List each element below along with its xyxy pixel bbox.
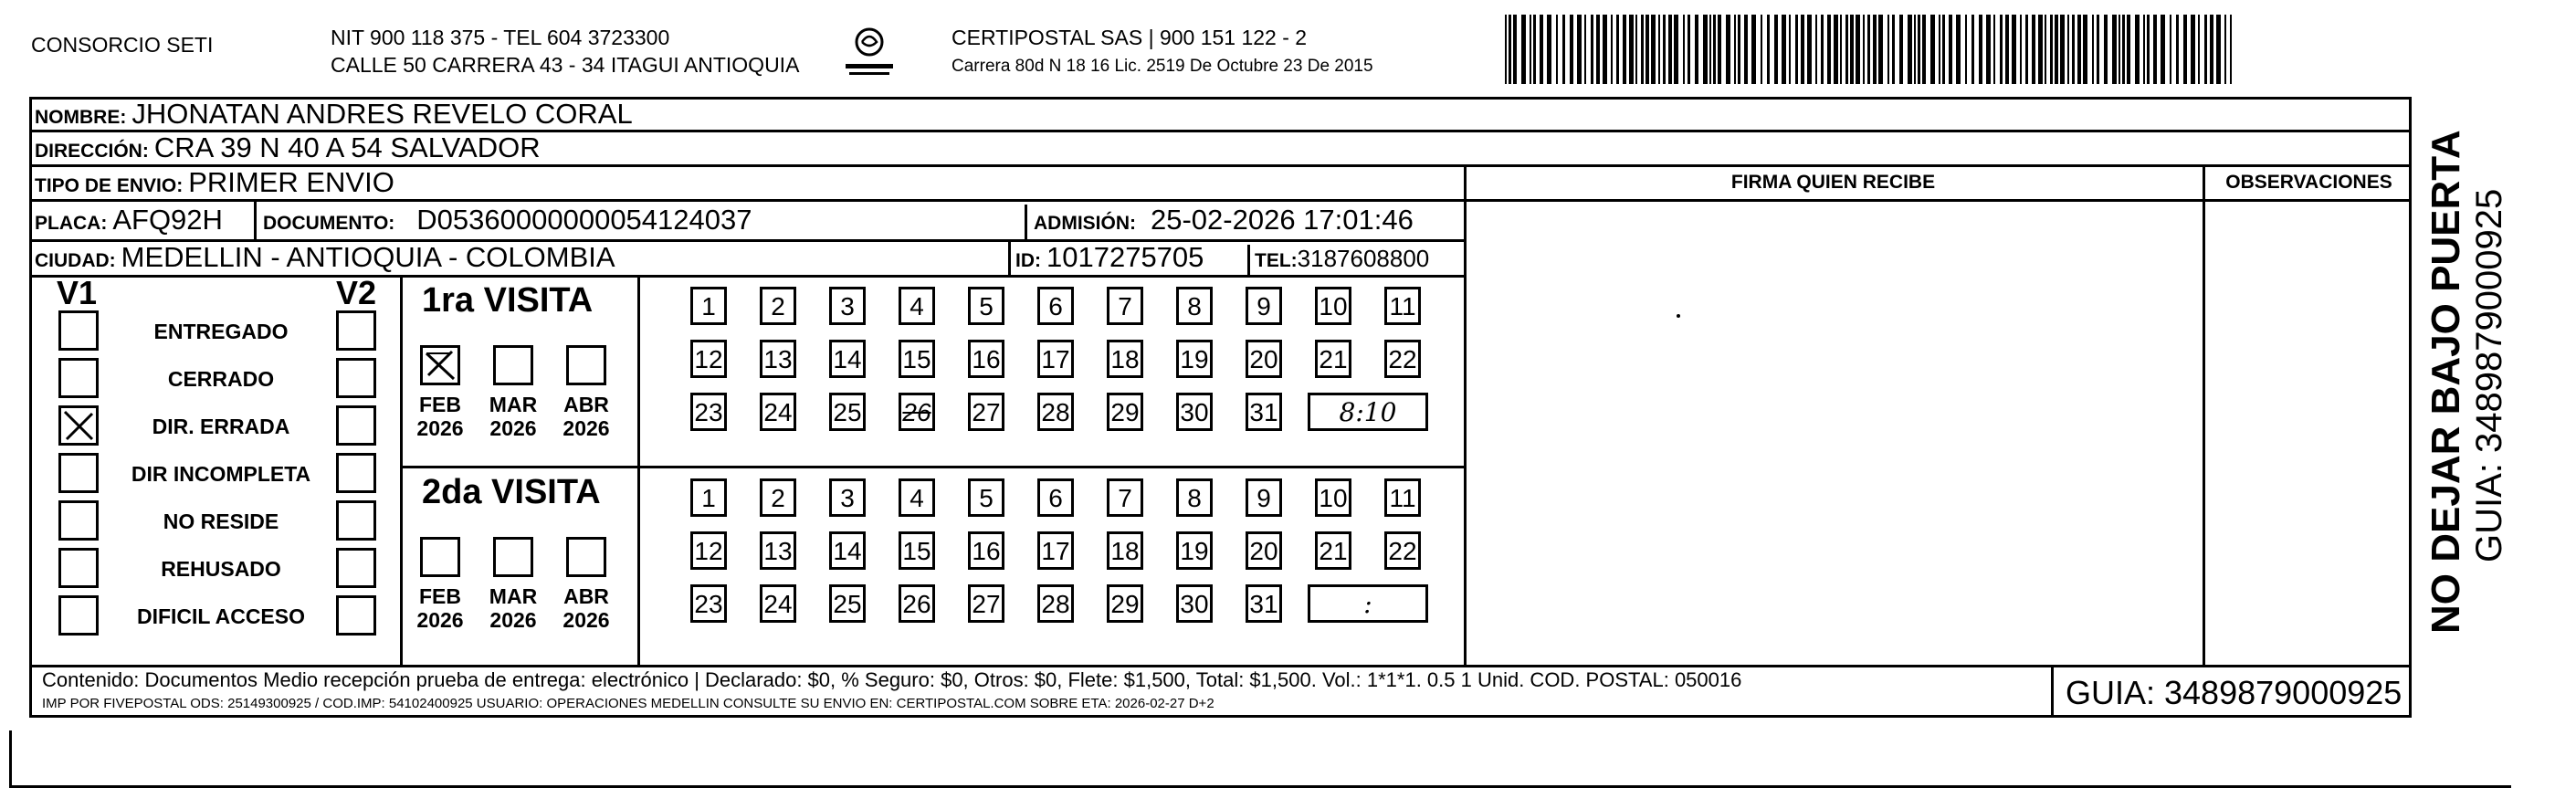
barcode-bar: [2005, 15, 2009, 84]
barcode-bar: [2055, 15, 2058, 84]
barcode-bar: [2191, 15, 2195, 84]
tel-field: [1255, 242, 1429, 277]
second-visit-day-box[interactable]: 29: [1107, 584, 1143, 623]
tel-label: TEL:: [1255, 250, 1298, 271]
first-visit-year-label: 2026: [563, 416, 610, 440]
v1-checkbox[interactable]: [58, 358, 99, 398]
company-name: CONSORCIO SETI: [31, 33, 214, 57]
barcode-bar: [1641, 15, 1644, 84]
first-visit-day-box[interactable]: 14: [829, 340, 866, 378]
barcode-bar: [1774, 15, 1778, 84]
first-visit-day-box[interactable]: 31: [1246, 393, 1282, 431]
barcode-bar: [2104, 15, 2108, 84]
admision-value: 25-02-2026 17:01:46: [1151, 204, 1414, 236]
status-label: NO RESIDE: [163, 510, 279, 533]
first-visit-day-box[interactable]: 27: [968, 393, 1004, 431]
first-visit-day-box[interactable]: 28: [1037, 393, 1074, 431]
barcode-bar: [2060, 15, 2065, 84]
barcode-bar: [1623, 15, 1626, 84]
barcode-bar: [1668, 15, 1672, 84]
first-visit-day-box[interactable]: 16: [968, 340, 1004, 378]
second-visit-month-checkbox[interactable]: [566, 537, 606, 577]
barcode-bar: [1703, 15, 1708, 84]
v1-checkbox[interactable]: [58, 453, 99, 493]
second-visit-year-label: 2026: [416, 608, 464, 632]
page-left-line: [9, 730, 12, 787]
admision-field: [1034, 205, 1414, 239]
first-visit-month-label: MAR: [489, 393, 538, 416]
barcode-bar: [2230, 15, 2232, 84]
barcode-bar: [1840, 15, 1842, 84]
placa-label: PLACA:: [35, 213, 108, 234]
barcode-bar: [1683, 15, 1685, 84]
second-visit-title: 2da VISITA: [422, 473, 601, 511]
barcode-bar: [1873, 15, 1877, 84]
first-visit-month-checkbox[interactable]: [566, 345, 606, 385]
barcode-bar: [1663, 15, 1666, 84]
first-visit-day-box[interactable]: 19: [1176, 340, 1213, 378]
second-visit-day-box[interactable]: 3: [829, 478, 866, 517]
v2-checkbox[interactable]: [336, 453, 376, 493]
barcode-bar: [2161, 15, 2165, 84]
first-visit-day-box[interactable]: 17: [1037, 340, 1074, 378]
second-visit-month-label: MAR: [489, 584, 538, 608]
barcode-bar: [1688, 15, 1690, 84]
barcode-bar: [1887, 15, 1889, 84]
tel-value: 3187608800: [1297, 245, 1430, 272]
tipo-label: TIPO DE ENVIO:: [35, 175, 184, 196]
barcode-bar: [2025, 15, 2028, 84]
first-visit-day-box[interactable]: 25: [829, 393, 866, 431]
second-visit-day-box[interactable]: 5: [968, 478, 1004, 517]
barcode-bar: [2032, 15, 2035, 84]
first-visit-month-label: ABR: [563, 393, 609, 416]
v2-checkbox[interactable]: [336, 405, 376, 446]
first-visit-day-box[interactable]: 8: [1176, 287, 1213, 325]
barcode-bar: [2147, 15, 2150, 84]
first-visit-month: [486, 393, 541, 440]
documento-value: D05360000000054124037: [416, 204, 752, 236]
ciudad-field: [35, 242, 615, 277]
barcode-bar: [1856, 15, 1860, 84]
barcode-bar: [1807, 15, 1812, 84]
barcode-bar: [2000, 15, 2003, 84]
barcode-bar: [1509, 15, 1511, 84]
v2-checkbox[interactable]: [336, 358, 376, 398]
second-visit-day-box[interactable]: 6: [1037, 478, 1074, 517]
second-visit-day-box[interactable]: 12: [690, 531, 727, 570]
barcode-bar: [1611, 15, 1613, 84]
second-visit-day-box[interactable]: 20: [1246, 531, 1282, 570]
barcode-bar: [1956, 15, 1961, 84]
barcode-bar: [1971, 15, 1974, 84]
barcode-bar: [2112, 15, 2117, 84]
barcode-bar: [1993, 15, 1995, 84]
barcode-bar: [1616, 15, 1619, 84]
barcode-bar: [1521, 15, 1526, 84]
first-visit-day-box[interactable]: 26: [899, 393, 935, 431]
barcode-bar: [1942, 15, 1945, 84]
barcode-bar: [1930, 15, 1935, 84]
second-visit-month: [559, 584, 614, 632]
barcode-bar: [2067, 15, 2069, 84]
second-visit-month-label: FEB: [419, 584, 461, 608]
barcode-bar: [2204, 15, 2207, 84]
barcode-bar: [2020, 15, 2022, 84]
barcode-bar: [1695, 15, 1698, 84]
contenido-text: Contenido: Documentos Medio recepción prueba de entrega: electrónico | Declarado: $0, % Seguro: $0, Otros: $0, Flete: $1,500, Total: $1,500. Vol.: 1*1*1. 0.5 1 Unid. COD. POSTAL: 050016: [42, 668, 1742, 691]
status-label: DIR. ERRADA: [152, 415, 290, 438]
status-label: CERRADO: [167, 367, 275, 391]
first-visit-month-checkbox[interactable]: [493, 345, 533, 385]
ciudad-value: MEDELLIN - ANTIOQUIA - COLOMBIA: [121, 241, 615, 273]
first-visit-day-box[interactable]: 13: [760, 340, 796, 378]
second-visit-day-box[interactable]: 7: [1107, 478, 1143, 517]
certipostal-logo: [836, 24, 902, 80]
v2-checkbox[interactable]: [336, 500, 376, 541]
barcode-bar: [1914, 15, 1916, 84]
second-visit-day-box[interactable]: 27: [968, 584, 1004, 623]
id-label: ID:: [1015, 250, 1041, 271]
placa-value: AFQ92H: [112, 204, 223, 236]
first-visit-day-box[interactable]: 7: [1107, 287, 1143, 325]
barcode-bar: [1761, 15, 1762, 84]
barcode-bar: [2119, 15, 2120, 84]
barcode-bar: [1629, 15, 1634, 84]
barcode-bar: [1530, 15, 1531, 84]
v1-header: V1: [57, 274, 98, 311]
page-bottom-line: [9, 785, 2511, 788]
first-visit-month-label: FEB: [419, 393, 461, 416]
first-visit-day-box[interactable]: 4: [899, 287, 935, 325]
barcode-bar: [1596, 15, 1600, 84]
barcode-bar: [2216, 15, 2221, 84]
status-label: ENTREGADO: [153, 320, 289, 343]
barcode-bar: [2143, 15, 2145, 84]
barcode-bar: [2045, 15, 2046, 84]
barcode-bar: [1718, 15, 1721, 84]
status-label: DIR INCOMPLETA: [131, 462, 311, 486]
v1-checkbox[interactable]: [58, 405, 99, 446]
barcode-bar: [1577, 15, 1582, 84]
barcode-bar: [1734, 15, 1736, 84]
barcode-bar: [2122, 15, 2125, 84]
barcode-bar: [1845, 15, 1848, 84]
first-visit-day-box[interactable]: 2: [760, 287, 796, 325]
tipo-value: PRIMER ENVIO: [188, 166, 394, 198]
v2-checkbox[interactable]: [336, 310, 376, 351]
first-visit-day-box[interactable]: 23: [690, 393, 727, 431]
barcode-bar: [1556, 15, 1558, 84]
first-visit-year-label: 2026: [416, 416, 464, 440]
barcode-bar: [1674, 15, 1678, 84]
first-visit-day-box[interactable]: 22: [1384, 340, 1421, 378]
v1-checkbox[interactable]: [58, 548, 99, 588]
first-visit-month: [559, 393, 614, 440]
ciudad-label: CIUDAD:: [35, 250, 116, 271]
first-visit-day-box[interactable]: 3: [829, 287, 866, 325]
second-visit-day-box[interactable]: 4: [899, 478, 935, 517]
v1-checkbox[interactable]: [58, 500, 99, 541]
barcode-bar: [1834, 15, 1838, 84]
nombre-field: [35, 99, 633, 133]
barcode-bar: [2170, 15, 2171, 84]
barcode-bar: [1713, 15, 1716, 84]
barcode-bar: [1635, 15, 1637, 84]
barcode-bar: [2012, 15, 2016, 84]
documento-field: [263, 205, 752, 239]
barcode-bar: [1726, 15, 1730, 84]
footer-guia: GUIA: 3489879000925: [2066, 674, 2403, 711]
barcode-bar: [2092, 15, 2094, 84]
first-visit-day-box[interactable]: 9: [1246, 287, 1282, 325]
barcode-bar: [1513, 15, 1517, 84]
firma-header: FIRMA QUIEN RECIBE: [1730, 172, 1936, 193]
second-visit-day-box[interactable]: 16: [968, 531, 1004, 570]
barcode-bar: [2072, 15, 2075, 84]
barcode-bar: [1863, 15, 1865, 84]
first-visit-title: 1ra VISITA: [422, 281, 594, 320]
status-label: DIFICIL ACCESO: [136, 604, 305, 628]
v2-checkbox[interactable]: [336, 548, 376, 588]
second-visit-day-box[interactable]: 1: [690, 478, 727, 517]
barcode-bar: [1815, 15, 1817, 84]
second-visit-day-box[interactable]: 11: [1384, 478, 1421, 517]
barcode-bar: [1878, 15, 1883, 84]
first-visit-time-box[interactable]: 8:10: [1308, 393, 1428, 431]
barcode-bar: [1867, 15, 1870, 84]
barcode-bar: [2176, 15, 2179, 84]
second-visit-month-checkbox[interactable]: [493, 537, 533, 577]
second-visit-month: [413, 584, 468, 632]
barcode-bar: [1767, 15, 1770, 84]
barcode-bar: [1533, 15, 1536, 84]
barcode: [1505, 15, 2232, 84]
v1-checkbox[interactable]: [58, 595, 99, 636]
placa-field: [35, 205, 223, 239]
barcode-bar: [1738, 15, 1740, 84]
second-visit-day-box[interactable]: 9: [1246, 478, 1282, 517]
side-guia: GUIA: 3489879000925: [2469, 188, 2509, 562]
first-visit-day-box[interactable]: 10: [1315, 287, 1351, 325]
address-line: CALLE 50 CARRERA 43 - 34 ITAGUI ANTIOQUIA: [331, 53, 800, 77]
second-visit-day-box[interactable]: 13: [760, 531, 796, 570]
barcode-bar: [1922, 15, 1926, 84]
barcode-bar: [2083, 15, 2087, 84]
barcode-bar: [1908, 15, 1912, 84]
direccion-value: CRA 39 N 40 A 54 SALVADOR: [153, 131, 541, 163]
nombre-label: NOMBRE:: [35, 107, 127, 128]
barcode-bar: [1591, 15, 1593, 84]
first-visit-day-box[interactable]: 11: [1384, 287, 1421, 325]
second-visit-day-box[interactable]: 28: [1037, 584, 1074, 623]
first-visit-day-box[interactable]: 6: [1037, 287, 1074, 325]
barcode-bar: [1540, 15, 1543, 84]
barcode-bar: [1782, 15, 1786, 84]
barcode-bar: [1795, 15, 1798, 84]
v2-checkbox[interactable]: [336, 595, 376, 636]
second-visit-month-checkbox[interactable]: [420, 537, 460, 577]
barcode-bar: [1570, 15, 1573, 84]
license-line: Carrera 80d N 18 16 Lic. 2519 De Octubre 23 De 2015: [952, 57, 1373, 76]
direccion-field: [35, 132, 541, 167]
first-visit-day-box[interactable]: 18: [1107, 340, 1143, 378]
second-visit-day-box[interactable]: 10: [1315, 478, 1351, 517]
id-value: 1017275705: [1046, 241, 1204, 273]
second-visit-day-box[interactable]: 15: [899, 531, 935, 570]
barcode-bar: [1744, 15, 1748, 84]
nombre-value: JHONATAN ANDRES REVELO CORAL: [131, 98, 633, 130]
second-visit-day-box[interactable]: 30: [1176, 584, 1213, 623]
barcode-bar: [1789, 15, 1791, 84]
barcode-bar: [2183, 15, 2187, 84]
barcode-bar: [1709, 15, 1711, 84]
barcode-bar: [2077, 15, 2081, 84]
second-visit-day-box[interactable]: 26: [899, 584, 935, 623]
barcode-bar: [2153, 15, 2157, 84]
signature-mark: [1677, 314, 1680, 318]
second-visit-day-box[interactable]: 25: [829, 584, 866, 623]
first-visit-day-box[interactable]: 20: [1246, 340, 1282, 378]
barcode-bar: [2097, 15, 2099, 84]
second-visit-day-box[interactable]: 2: [760, 478, 796, 517]
first-visit-day-box[interactable]: 12: [690, 340, 727, 378]
barcode-bar: [1918, 15, 1920, 84]
barcode-bar: [2127, 15, 2130, 84]
second-visit-day-box[interactable]: 19: [1176, 531, 1213, 570]
second-visit-day-box[interactable]: 21: [1315, 531, 1351, 570]
barcode-bar: [1986, 15, 1991, 84]
observaciones-header: OBSERVACIONES: [2225, 172, 2392, 193]
first-visit-day-box[interactable]: 5: [968, 287, 1004, 325]
second-visit-time-box[interactable]: :: [1308, 584, 1428, 623]
tipo-field: [35, 167, 394, 202]
barcode-bar: [2198, 15, 2200, 84]
direccion-label: DIRECCIÓN:: [35, 141, 149, 162]
second-visit-day-box[interactable]: 24: [760, 584, 796, 623]
second-visit-day-box[interactable]: 31: [1246, 584, 1282, 623]
second-visit-year-label: 2026: [563, 608, 610, 632]
second-visit-day-box[interactable]: 23: [690, 584, 727, 623]
nit-line: NIT 900 118 375 - TEL 604 3723300: [331, 26, 670, 49]
barcode-bar: [1939, 15, 1940, 84]
first-visit-day-box[interactable]: 21: [1315, 340, 1351, 378]
v2-header: V2: [336, 274, 377, 311]
id-field: [1015, 242, 1204, 277]
barcode-bar: [1979, 15, 1982, 84]
first-visit-day-box[interactable]: 1: [690, 287, 727, 325]
barcode-bar: [1658, 15, 1660, 84]
second-visit-month-label: ABR: [563, 584, 609, 608]
second-visit-day-box[interactable]: 22: [1384, 531, 1421, 570]
barcode-bar: [2038, 15, 2043, 84]
second-visit-year-label: 2026: [489, 608, 537, 632]
first-visit-year-label: 2026: [489, 416, 537, 440]
second-visit-day-box[interactable]: 8: [1176, 478, 1213, 517]
barcode-bar: [1603, 15, 1607, 84]
documento-label: DOCUMENTO:: [263, 213, 395, 234]
barcode-bar: [1899, 15, 1903, 84]
barcode-bar: [1584, 15, 1586, 84]
barcode-bar: [1651, 15, 1656, 84]
barcode-bar: [1821, 15, 1824, 84]
barcode-bar: [1645, 15, 1649, 84]
barcode-bar: [1949, 15, 1952, 84]
barcode-bar: [1801, 15, 1804, 84]
status-label: REHUSADO: [161, 557, 281, 581]
side-warning: NO DEJAR BAJO PUERTA: [2424, 130, 2468, 634]
barcode-bar: [2135, 15, 2140, 84]
barcode-bar: [1751, 15, 1756, 84]
admision-label: ADMISIÓN:: [1034, 213, 1136, 234]
first-visit-day-box[interactable]: 15: [899, 340, 935, 378]
second-visit-day-box[interactable]: 14: [829, 531, 866, 570]
first-visit-day-box[interactable]: 24: [760, 393, 796, 431]
first-visit-month-checkbox[interactable]: [420, 345, 460, 385]
imp-text: IMP POR FIVEPOSTAL ODS: 25149300925 / COD.IMP: 54102400925 USUARIO: OPERACIONES MEDELLIN CONSULTE SU ENVIO EN: CERTIPOSTAL.COM SOBRE ETA: 2026-02-27 D+2: [42, 696, 1214, 711]
barcode-bar: [2224, 15, 2226, 84]
barcode-bar: [1850, 15, 1854, 84]
barcode-bar: [1892, 15, 1895, 84]
barcode-bar: [2050, 15, 2053, 84]
second-visit-day-box[interactable]: 18: [1107, 531, 1143, 570]
barcode-bar: [1505, 15, 1507, 84]
barcode-bar: [2210, 15, 2213, 84]
second-visit-month: [486, 584, 541, 632]
barcode-bar: [1547, 15, 1551, 84]
barcode-bar: [1562, 15, 1565, 84]
first-visit-day-box[interactable]: 29: [1107, 393, 1143, 431]
first-visit-day-box[interactable]: 30: [1176, 393, 1213, 431]
barcode-bar: [1965, 15, 1967, 84]
v1-checkbox[interactable]: [58, 310, 99, 351]
first-visit-month: [413, 393, 468, 440]
barcode-bar: [1827, 15, 1831, 84]
carrier-line: CERTIPOSTAL SAS | 900 151 122 - 2: [952, 26, 1308, 49]
second-visit-day-box[interactable]: 17: [1037, 531, 1074, 570]
